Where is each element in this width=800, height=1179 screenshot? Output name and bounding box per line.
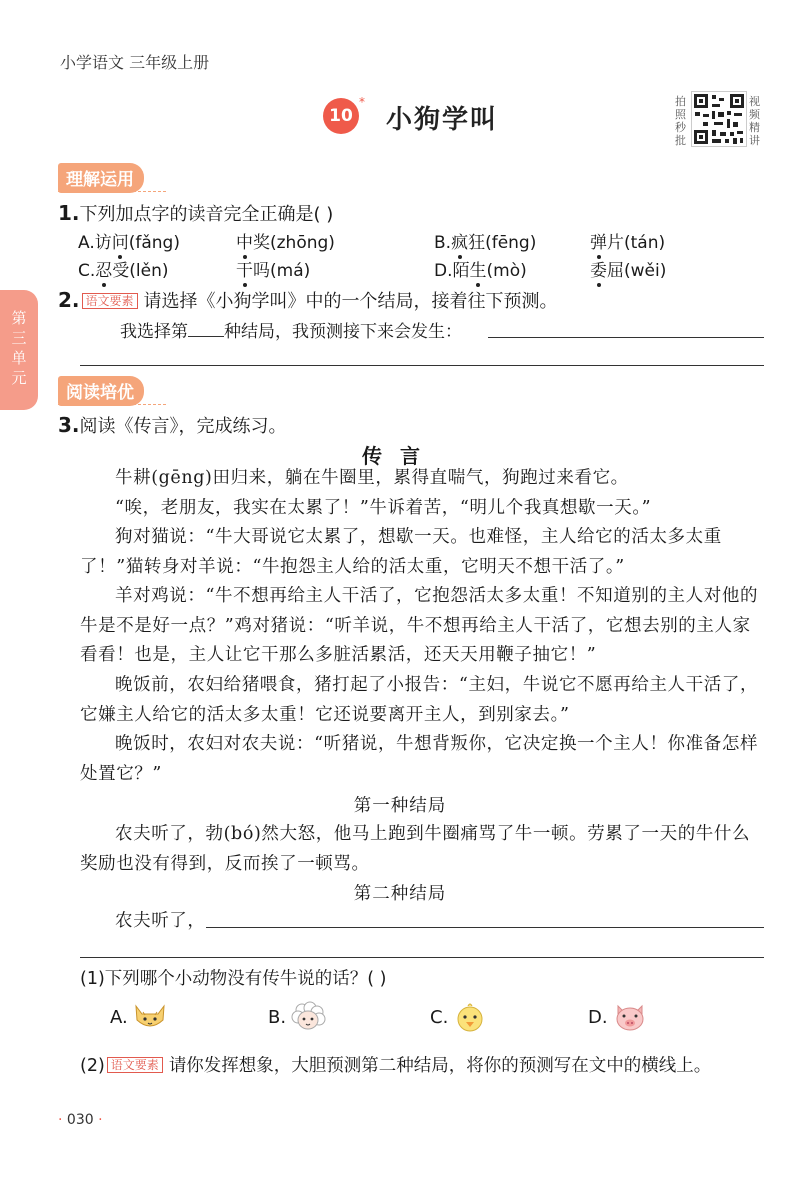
q1-option-dotted-char: 问: [112, 228, 129, 253]
sub2-number: (2): [80, 1056, 105, 1076]
ending-2-answer-line-1[interactable]: [206, 927, 764, 928]
q1-option-dotted-char: 忍: [95, 256, 112, 281]
q1-option-pinyin: (tán): [624, 233, 666, 253]
q2-answer-line-2[interactable]: [80, 365, 764, 366]
sub1-prompt: [80, 965, 387, 990]
q1-option-char: 吗: [253, 261, 270, 281]
page-number: [58, 1112, 103, 1128]
q1-option-dotted-char: 中: [236, 228, 253, 253]
q1-option-dotted-char: 干: [236, 256, 253, 281]
q1-text: 下列加点字的读音完全正确是( ): [79, 204, 334, 225]
q1-option-label: A.: [78, 233, 95, 253]
q3-text: 阅读《传言》，完成练习。: [79, 416, 287, 437]
qr-caption-left: 拍照秒批: [675, 95, 686, 147]
passage-paragraph: 狗对猫说：“牛大哥说它太累了，想歇一天。也难怪，主人给它的活太多太重了！”猫转身对羊说：“牛抱怨主人给的活太重，它明天不想干活了。”: [80, 527, 722, 577]
q1-option-char: 奖: [253, 233, 270, 253]
q2-number: 2.: [58, 288, 80, 312]
q1-option-label: B.: [434, 233, 452, 253]
q2-fill-pre: 我选择第: [120, 322, 188, 342]
q1-option-char: 访: [94, 233, 112, 253]
section-tag-reading: 阅读培优: [58, 376, 144, 406]
option-d[interactable]: [588, 1000, 650, 1034]
option-c[interactable]: [430, 1000, 490, 1034]
q2-fill-row: [120, 317, 462, 342]
q1-option-char: 陌: [452, 261, 470, 281]
q2-fill-post: 种结局，我预测接下来会发生：: [224, 322, 462, 342]
q1-option: [434, 228, 536, 253]
q1-option-dotted-char: 委: [590, 256, 607, 281]
q1-option-pinyin: (fēng): [485, 233, 537, 253]
sub1-number: (1): [80, 969, 105, 989]
passage-paragraph: 晚饭前，农妇给猪喂食，猪打起了小报告：“主妇，牛说它不愿再给主人干活了，它嫌主人给它的活太多太重！它还说要离开主人，到别家去。”: [80, 675, 759, 725]
q1-option: [236, 228, 335, 253]
q1-option: [78, 256, 169, 281]
ending-1-text: 农夫听了，勃(bó)然大怒，他马上跑到牛圈痛骂了牛一顿。劳累了一天的牛什么奖励也没有得到，反而挨了一顿骂。: [80, 824, 751, 874]
q1-option-pinyin: (mò): [486, 261, 527, 281]
q1-option-char: 屈: [607, 261, 624, 281]
page-dot: ·: [58, 1112, 63, 1128]
q1-option: [590, 256, 666, 281]
lesson-number-badge: 10: [323, 98, 359, 134]
q3-number: 3.: [58, 413, 80, 437]
sheep-icon: [288, 1000, 328, 1034]
passage-paragraph: 牛耕(gēng)田归来，躺在牛圈里，累得直喘气，狗跑过来看它。: [115, 468, 629, 488]
q2-element-tag: 语文要素: [82, 293, 138, 309]
ending-2-answer-line-2[interactable]: [80, 957, 764, 958]
section-tag-comprehension: 理解运用: [58, 163, 144, 193]
sub2-text: 请你发挥想象，大胆预测第二种结局，将你的预测写在文中的横线上。: [168, 1056, 712, 1076]
q2-answer-line-1[interactable]: [488, 337, 764, 338]
passage-paragraph: 羊对鸡说：“牛不想再给主人干活了，它抱怨活太多太重！不知道别的主人对他的牛是不是好一点？”鸡对猪说：“听羊说，牛不想再给主人干活了，它想去别的主人家看看！也是，主人让它干那么多脏活累活，还天天用鞭子抽它！”: [80, 586, 759, 665]
q1-option: [434, 256, 527, 281]
q1-option-pinyin: (fǎng): [128, 233, 180, 253]
pig-icon: [610, 1000, 650, 1034]
q1-option-char: 受: [112, 261, 130, 281]
section-underline: [58, 404, 166, 405]
option-label: D.: [588, 1006, 608, 1028]
q3-prompt: [58, 412, 287, 438]
q1-option: [590, 228, 665, 253]
q1-option-label: C.: [78, 261, 96, 281]
chick-icon: [450, 1000, 490, 1034]
q1-number: 1.: [58, 201, 80, 225]
q1-option-pinyin: (má): [270, 261, 311, 281]
ending-1-title: 第一种结局: [353, 796, 447, 816]
sub2-prompt: [80, 1052, 764, 1081]
q1-option-pinyin: (zhōng): [270, 233, 335, 253]
qr-code-icon[interactable]: [691, 91, 747, 147]
q1-option-char: 片: [607, 233, 624, 253]
q1-option-label: D.: [434, 261, 453, 281]
option-label: B.: [268, 1006, 287, 1028]
q1-option-dotted-char: 弹: [590, 228, 607, 253]
q1-option: [236, 256, 310, 281]
ending-2-title: 第二种结局: [353, 884, 447, 904]
option-label: A.: [110, 1006, 128, 1028]
sub2-element-tag: 语文要素: [107, 1057, 163, 1073]
page-number-value: 030: [66, 1112, 94, 1128]
q1-option-char: 狂: [468, 233, 486, 253]
q1-option-dotted-char: 生: [470, 256, 487, 281]
sub1-text: 下列哪个小动物没有传牛说的话？( ): [104, 969, 387, 989]
passage-paragraph: 晚饭时，农妇对农夫说：“听猪说，牛想背叛你，它决定换一个主人！你准备怎样处置它？”: [80, 734, 759, 784]
q1-option-dotted-char: 疯: [451, 228, 468, 253]
qr-caption-right: 视频精讲: [749, 95, 760, 147]
q1-option: [78, 228, 180, 253]
section-underline: [58, 191, 166, 192]
unit-side-tab-label: 第三单元: [11, 309, 27, 387]
q1-prompt: [58, 200, 333, 226]
page-dot: ·: [98, 1112, 103, 1128]
option-a[interactable]: [110, 1000, 170, 1034]
q1-option-pinyin: (wěi): [624, 261, 667, 281]
option-label: C.: [430, 1006, 449, 1028]
cat-icon: [130, 1000, 170, 1034]
passage-title: 传言: [362, 444, 438, 468]
ending-2-text: 农夫听了，: [115, 911, 206, 931]
lesson-title: 小狗学叫: [386, 105, 499, 135]
lesson-star: *: [359, 95, 365, 109]
book-header: 小学语文 三年级上册: [60, 53, 210, 72]
q2-prompt: [58, 287, 558, 313]
q2-text: 请选择《小狗学叫》中的一个结局，接着往下预测。: [143, 291, 558, 312]
option-b[interactable]: [268, 1000, 328, 1034]
q1-option-pinyin: (lěn): [129, 261, 169, 281]
q2-ending-blank[interactable]: [188, 320, 224, 337]
passage-paragraph: “唉，老朋友，我实在太累了！”牛诉着苦，“明儿个我真想歇一天。”: [115, 497, 652, 518]
